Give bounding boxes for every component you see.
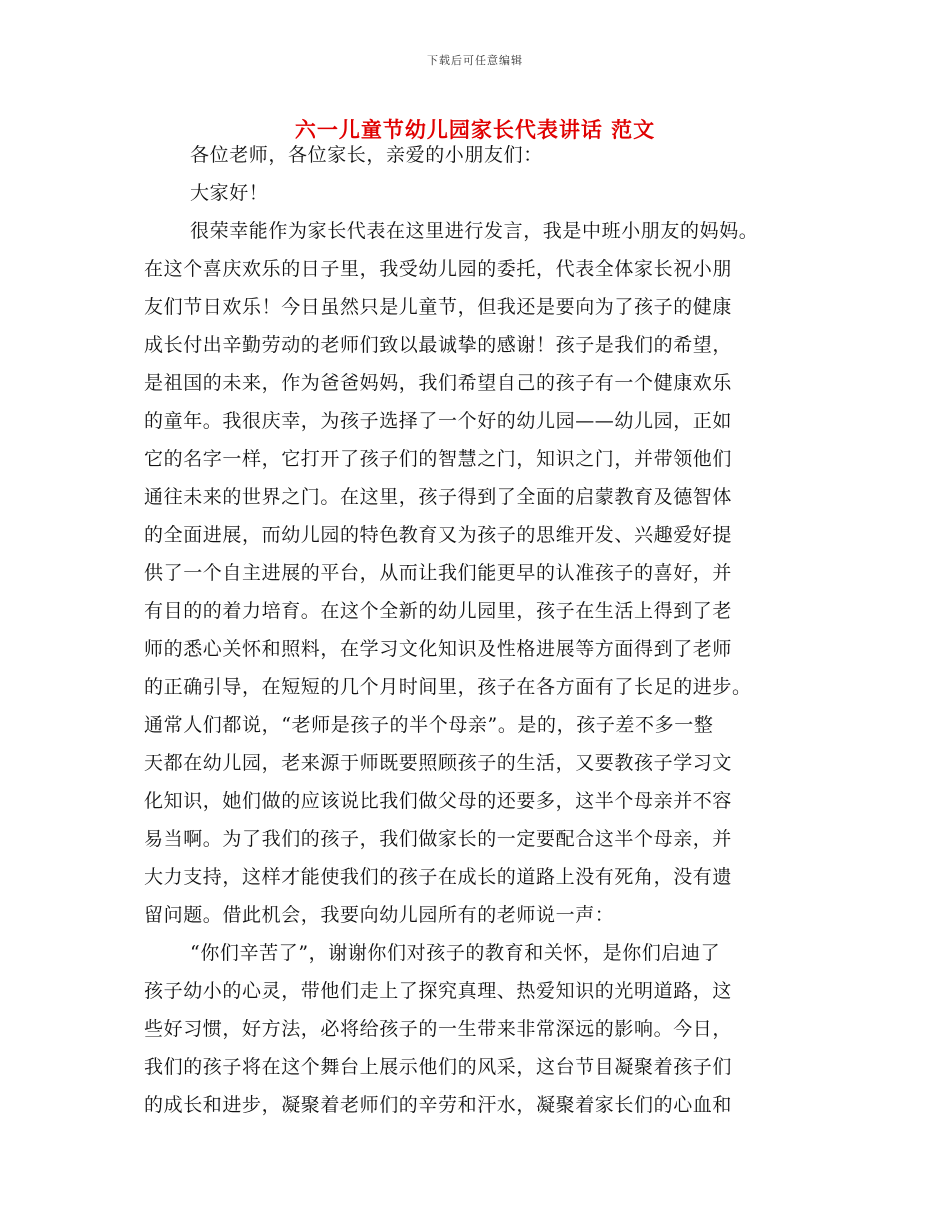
paragraph-line: 些好习惯，好方法，必将给孩子的一生带来非常深远的影响。今日， <box>144 1018 733 1040</box>
paragraph-line: 它的名字一样，它打开了孩子们的智慧之门，知识之门，并带领他们 <box>144 448 733 470</box>
paragraph-line: 是祖国的未来，作为爸爸妈妈，我们希望自己的孩子有一个健康欢乐 <box>144 372 733 394</box>
page-header-note: 下载后可任意编辑 <box>427 54 523 67</box>
paragraph-line: 的童年。我很庆幸，为孩子选择了一个好的幼儿园——幼儿园，正如 <box>144 410 733 432</box>
paragraph-line: 我们的孩子将在这个舞台上展示他们的风采，这台节目凝聚着孩子们 <box>144 1056 733 1078</box>
paragraph-line: 师的悉心关怀和照料，在学习文化知识及性格进展等方面得到了老师 <box>144 638 733 660</box>
paragraph-line: 的成长和进步，凝聚着老师们的辛劳和汗水，凝聚着家长们的心血和 <box>144 1094 733 1116</box>
paragraph-line: 天都在幼儿园，老来源于师既要照顾孩子的生活，又要教孩子学习文 <box>144 752 733 774</box>
paragraph-line: “你们辛苦了”，谢谢你们对孩子的教育和关怀，是你们启迪了 <box>190 942 721 964</box>
paragraph-line: 孩子幼小的心灵，带他们走上了探究真理、热爱知识的光明道路，这 <box>144 980 733 1002</box>
paragraph-line: 化知识，她们做的应该说比我们做父母的还要多，这半个母亲并不容 <box>144 790 733 812</box>
paragraph-line: 有目的的着力培育。在这个全新的幼儿园里，孩子在生活上得到了老 <box>144 600 733 622</box>
paragraph-line: 的全面进展，而幼儿园的特色教育又为孩子的思维开发、兴趣爱好提 <box>144 524 733 546</box>
paragraph-line: 很荣幸能作为家长代表在这里进行发言，我是中班小朋友的妈妈。 <box>190 220 759 242</box>
document-title: 六一儿童节幼儿园家长代表讲话 范文 <box>294 117 656 142</box>
salutation-line: 大家好！ <box>190 182 269 204</box>
paragraph-line: 供了一个自主进展的平台，从而让我们能更早的认准孩子的喜好，并 <box>144 562 733 584</box>
paragraph-line: 留问题。借此机会，我要向幼儿园所有的老师说一声： <box>144 904 615 926</box>
paragraph-line: 友们节日欢乐！今日虽然只是儿童节，但我还是要向为了孩子的健康 <box>144 296 733 318</box>
paragraph-line: 在这个喜庆欢乐的日子里，我受幼儿园的委托，代表全体家长祝小朋 <box>144 258 733 280</box>
paragraph-line: 成长付出辛勤劳动的老师们致以最诚挚的感谢！孩子是我们的希望， <box>144 334 733 356</box>
paragraph-line: 通常人们都说，“老师是孩子的半个母亲”。是的，孩子差不多一整 <box>144 714 714 736</box>
paragraph-line: 大力支持，这样才能使我们的孩子在成长的道路上没有死角，没有遗 <box>144 866 733 888</box>
greeting-line: 各位老师，各位家长，亲爱的小朋友们： <box>190 144 543 166</box>
paragraph-line: 易当啊。为了我们的孩子，我们做家长的一定要配合这半个母亲，并 <box>144 828 733 850</box>
paragraph-line: 通往未来的世界之门。在这里，孩子得到了全面的启蒙教育及德智体 <box>144 486 733 508</box>
paragraph-line: 的正确引导，在短短的几个月时间里，孩子在各方面有了长足的进步。 <box>144 676 752 698</box>
